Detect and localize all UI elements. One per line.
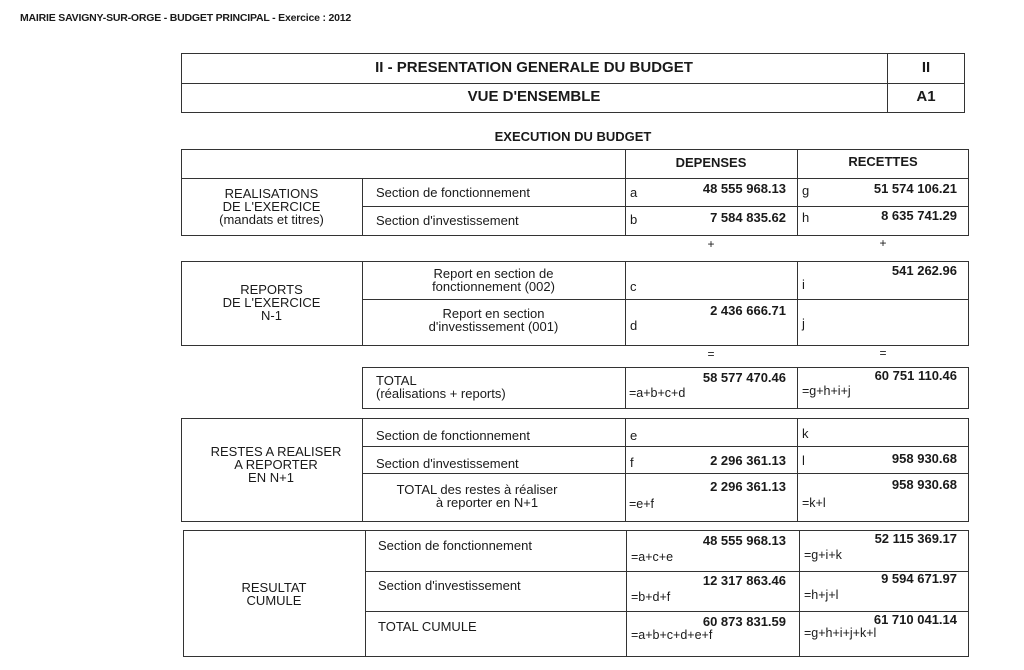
depenses-formula: =a+b+c+d+e+f [631,628,713,642]
row-letter: b [630,212,638,227]
row-label-line: d'investissement (001) [428,319,559,334]
total-label-line: (réalisations + reports) [376,386,506,401]
row-label: Section de fonctionnement [376,185,530,200]
group-label-line: N-1 [261,308,282,323]
depenses-formula: =e+f [629,497,655,511]
divider [362,473,969,474]
title-code: II [921,59,931,76]
page-title: II - PRESENTATION GENERALE DU BUDGET [375,59,693,76]
row-letter: l [802,453,805,468]
depenses-value: 2 296 361.13 [710,453,786,468]
recettes-formula: =g+h+i+j+k+l [804,626,877,640]
recettes-value: 541 262.96 [891,263,957,278]
group-label-line: DE L'EXERCICE [222,199,321,214]
recettes-value: 958 930.68 [891,451,957,466]
divider [625,418,626,522]
row-label [362,307,625,333]
group-label-restes [181,445,371,484]
depenses-formula: =a+c+e [631,550,674,564]
row-label [362,483,592,509]
recettes-formula: =h+j+l [804,588,839,602]
depenses-value: 48 555 968.13 [702,533,786,548]
depenses-total-value: 58 577 470.46 [702,370,786,385]
divider [797,367,798,409]
total-label-line: TOTAL [376,373,417,388]
row-letter: a [630,185,638,200]
divider [625,261,626,346]
row-letter: i [802,277,805,292]
row-label-line: TOTAL des restes à réaliser [396,482,558,497]
group-label-reports [181,283,362,322]
operator-equals: = [707,347,715,361]
group-label-realisations [181,187,362,226]
recettes-total-value: 60 751 110.46 [874,368,957,383]
recettes-value: 9 594 671.97 [881,571,957,586]
divider [181,83,965,84]
group-label-line: RESTES A REALISER [210,444,342,459]
operator-equals: = [879,346,887,360]
row-label: TOTAL CUMULE [378,619,477,634]
row-label: Section de fonctionnement [378,538,532,553]
group-label-resultat [183,581,365,607]
divider [797,418,798,522]
column-header-recettes: RECETTES [848,154,918,169]
depenses-formula: =a+b+c+d [629,386,686,400]
row-letter: d [630,318,638,333]
divider [181,178,969,179]
row-label-line: fonctionnement (002) [432,279,555,294]
depenses-formula: =b+d+f [631,590,671,604]
row-label [362,267,625,293]
section-title: EXECUTION DU BUDGET [494,129,652,144]
row-letter: c [630,279,637,294]
recettes-formula: =k+l [802,496,826,510]
recettes-total-value: 61 710 041.14 [873,612,957,627]
document-header: MAIRIE SAVIGNY-SUR-ORGE - BUDGET PRINCIPAL - Exercice : 2012 [20,12,352,24]
group-label-line: EN N+1 [248,470,294,485]
recettes-value: 8 635 741.29 [881,208,957,223]
row-label: Section d'investissement [376,213,519,228]
group-label-line: REALISATIONS [224,186,319,201]
recettes-value: 51 574 106.21 [873,181,957,196]
depenses-value: 12 317 863.46 [702,573,786,588]
divider [799,530,800,657]
row-letter: f [630,455,634,470]
divider [362,446,969,447]
divider [365,530,366,657]
depenses-value: 7 584 835.62 [710,210,786,225]
column-header-depenses: DEPENSES [675,155,747,170]
recettes-formula: =g+i+k [804,548,842,562]
recettes-value: 52 115 369.17 [874,531,957,546]
recettes-formula: =g+h+i+j [802,384,851,398]
depenses-value: 2 436 666.71 [710,303,786,318]
group-label-line: RESULTAT [241,580,307,595]
divider [797,261,798,346]
total-label [376,374,506,400]
divider [626,530,627,657]
group-label-line: (mandats et titres) [219,212,324,227]
page-subtitle: VUE D'ENSEMBLE [467,88,601,105]
row-label: Section d'investissement [378,578,521,593]
divider [362,299,969,300]
divider [362,178,363,236]
group-label-line: A REPORTER [234,457,318,472]
depenses-value: 48 555 968.13 [702,181,786,196]
row-letter: g [802,183,810,198]
row-label: Section de fonctionnement [376,428,530,443]
depenses-total-value: 60 873 831.59 [702,614,786,629]
subtitle-code: A1 [916,88,936,105]
row-label: Section d'investissement [376,456,519,471]
group-label-line: DE L'EXERCICE [222,295,321,310]
group-label-line: CUMULE [246,593,302,608]
recettes-total-value: 958 930.68 [891,477,957,492]
row-label-line: Report en section de [433,266,554,281]
divider [362,206,969,207]
row-letter: k [802,426,809,441]
group-label-line: REPORTS [240,282,303,297]
row-label-line: Report en section [442,306,545,321]
row-label-line: à reporter en N+1 [435,495,539,510]
row-letter: h [802,210,810,225]
divider [625,367,626,409]
operator-plus: + [879,236,887,250]
row-letter: e [630,428,638,443]
row-letter: j [802,316,805,331]
depenses-total-value: 2 296 361.13 [710,479,786,494]
operator-plus: + [707,237,715,251]
